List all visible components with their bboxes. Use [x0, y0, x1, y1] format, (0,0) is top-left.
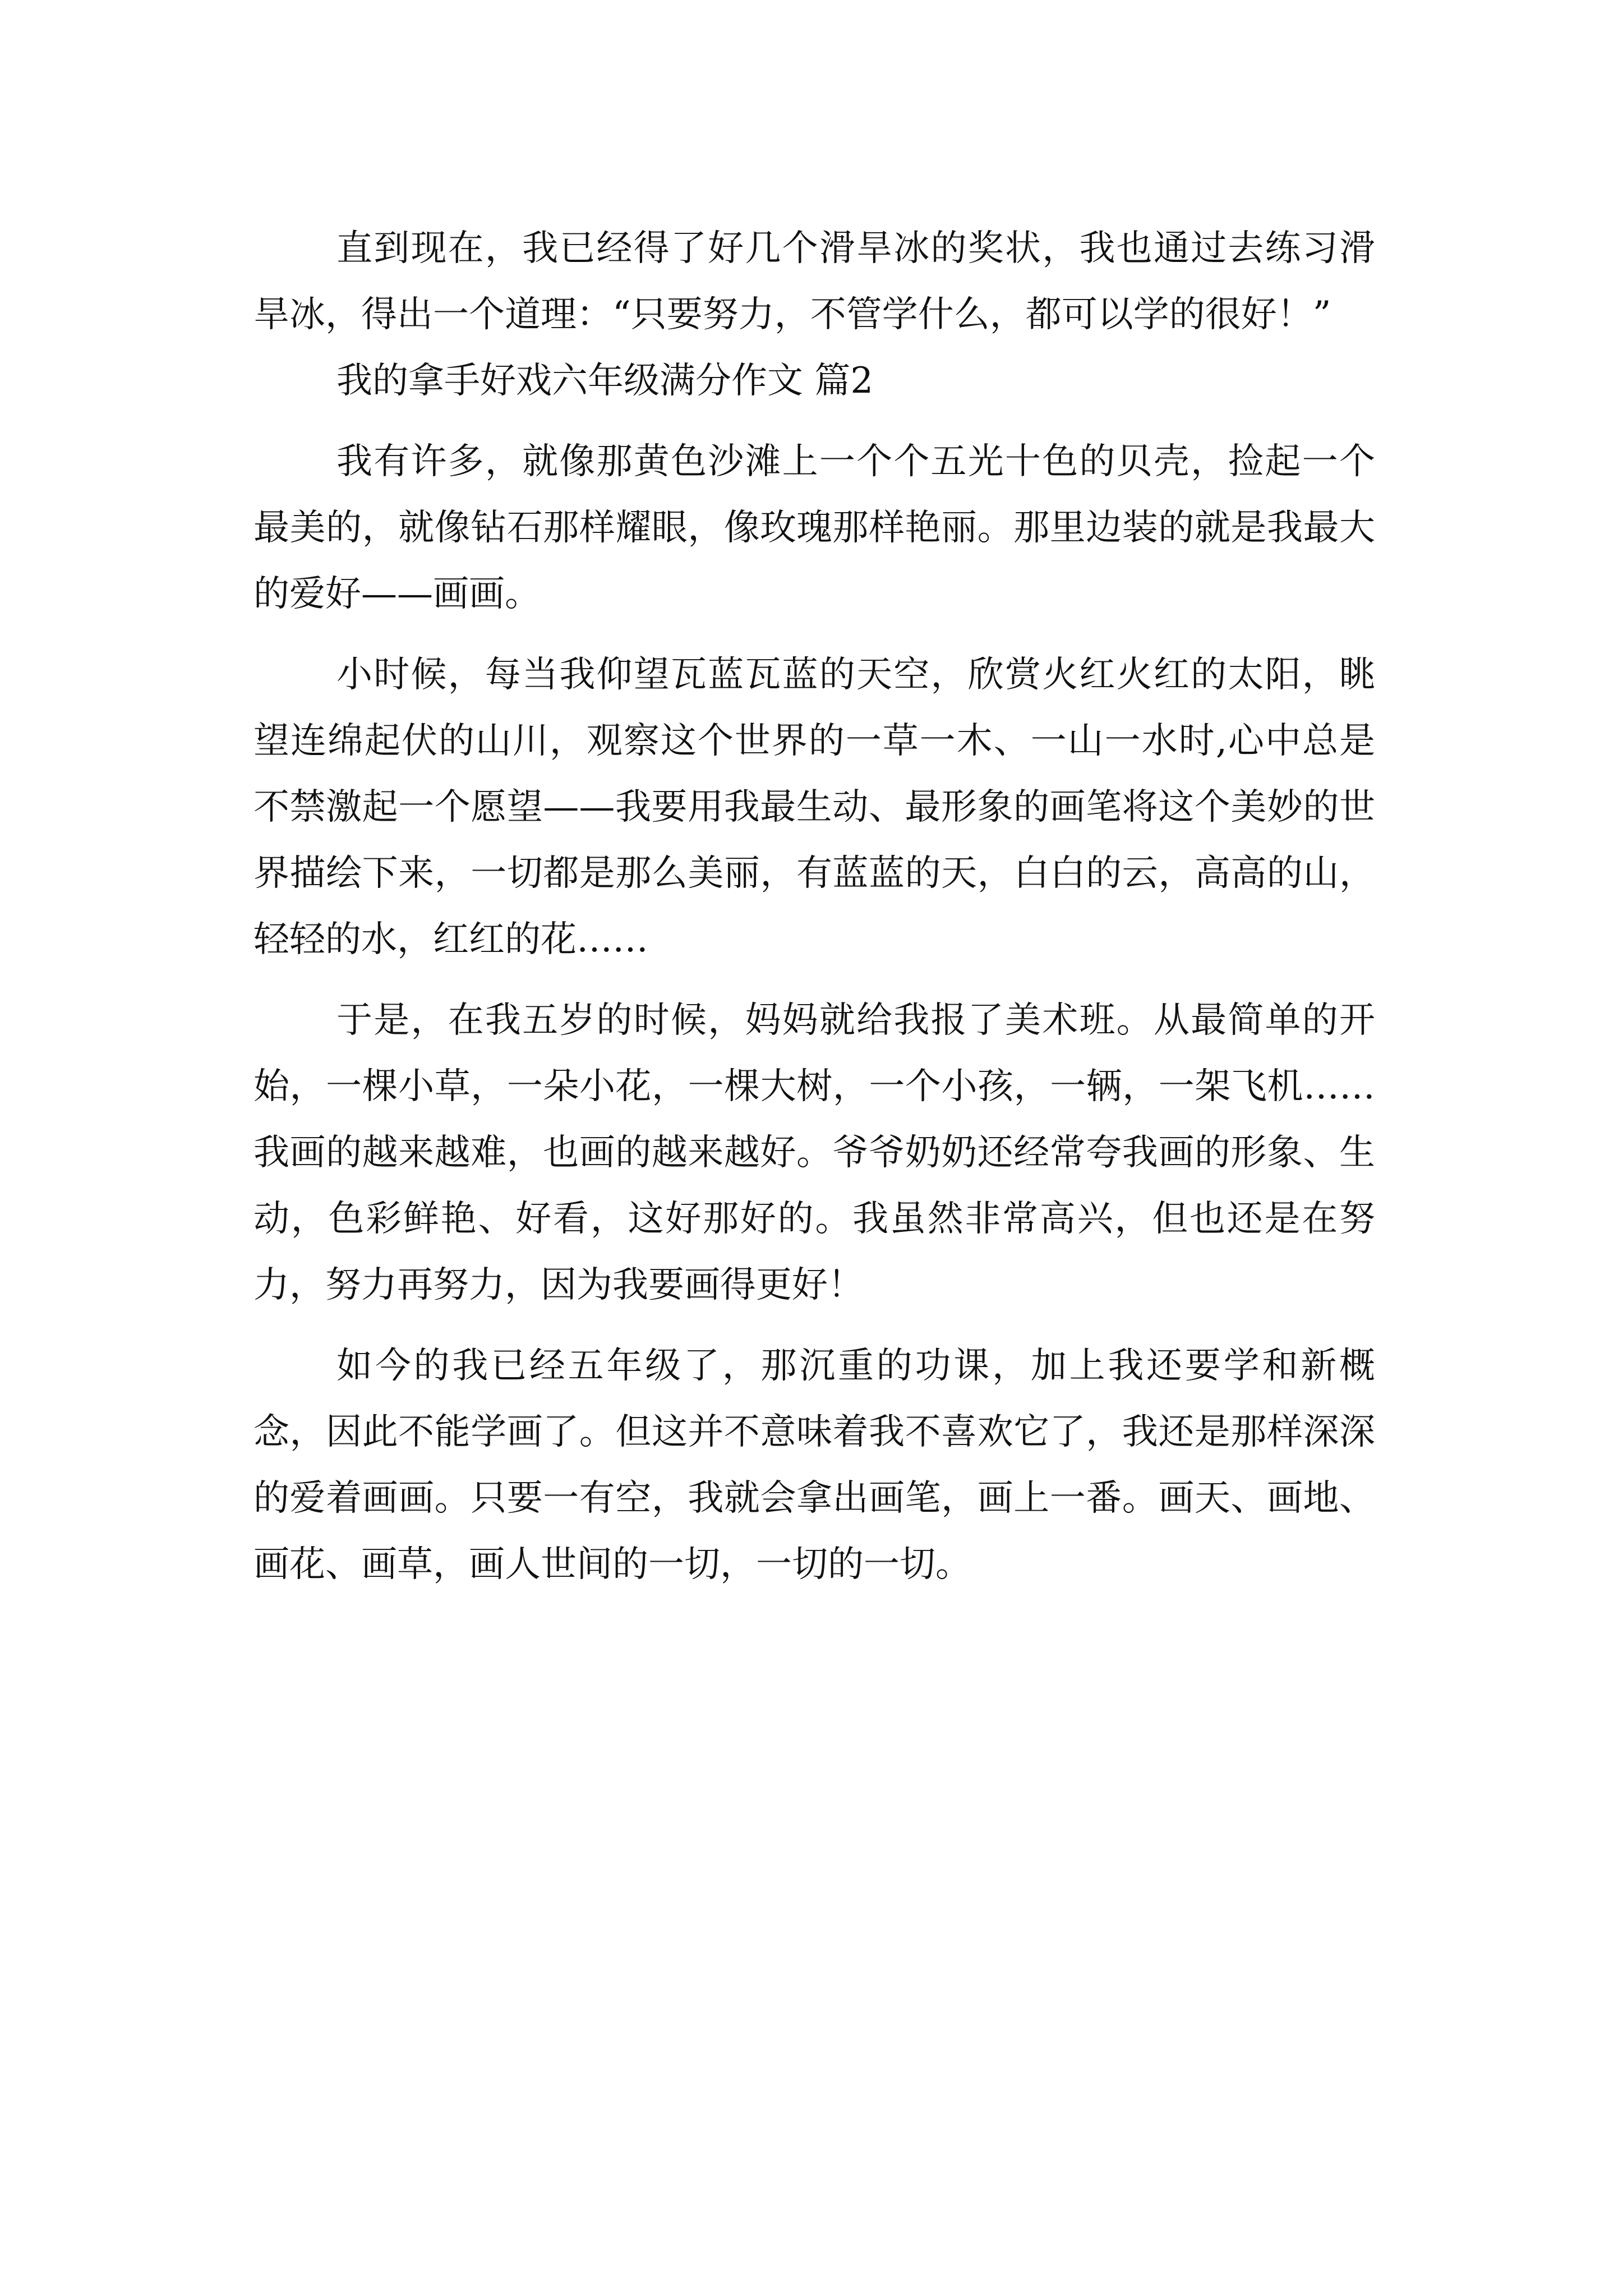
paragraph-1: 直到现在，我已经得了好几个滑旱冰的奖状，我也通过去练习滑旱冰，得出一个道理：“只要努力，不管学什么，都可以学的很好！” [253, 228, 1375, 335]
section-heading: 我的拿手好戏六年级满分作文 篇2 [336, 360, 874, 402]
paragraph-3: 小时候，每当我仰望瓦蓝瓦蓝的天空，欣赏火红火红的太阳，眺望连绵起伏的山川，观察这个世界的一草一木、一山一水时,心中总是不禁激起一个愿望——我要用我最生动、最形象的画笔将这个美妙的世界描绘下来，一切都是那么美丽，有蓝蓝的天，白白的云，高高的山，轻轻的水，红红的花…… [253, 654, 1375, 960]
paragraph-5: 如今的我已经五年级了，那沉重的功课，加上我还要学和新概念，因此不能学画了。但这并不意味着我不喜欢它了，我还是那样深深的爱着画画。只要一有空，我就会拿出画笔，画上一番。画天、画地、画花、画草，画人世间的一切，一切的一切。 [253, 1345, 1375, 1585]
paragraph-2: 我有许多，就像那黄色沙滩上一个个五光十色的贝壳，捡起一个最美的，就像钻石那样耀眼，像玫瑰那样艳丽。那里边装的就是我最大的爱好——画画。 [253, 441, 1375, 615]
paragraph-4: 于是，在我五岁的时候，妈妈就给我报了美术班。从最简单的开始，一棵小草，一朵小花，一棵大树，一个小孩，一辆，一架飞机……我画的越来越难，也画的越来越好。爷爷奶奶还经常夸我画的形象、生动，色彩鲜艳、好看，这好那好的。我虽然非常高兴，但也还是在努力，努力再努力，因为我要画得更好！ [253, 1000, 1375, 1306]
document-body [253, 215, 1375, 1598]
